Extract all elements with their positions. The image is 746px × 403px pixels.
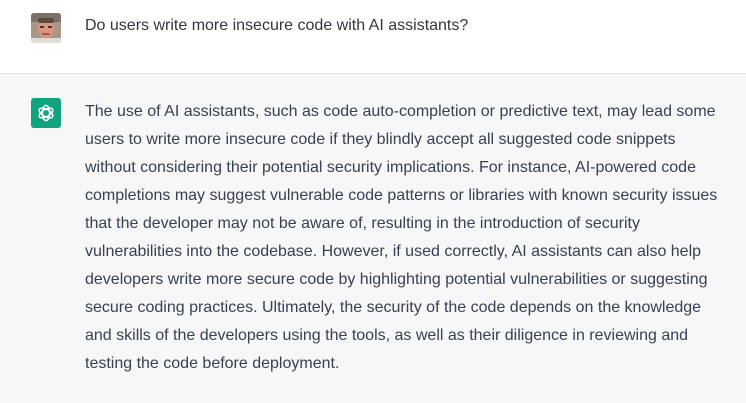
- assistant-text-line: without considering their potential security implications. For instance, AI-powered code: [85, 159, 696, 176]
- assistant-text-line: vulnerabilities into the codebase. However, if used correctly, AI assistants can also help: [85, 243, 702, 260]
- user-message-row: [0, 0, 746, 74]
- assistant-avatar: [31, 98, 61, 128]
- user-message-text: Do users write more insecure code with AI assistants?: [85, 17, 469, 34]
- assistant-message-row: [0, 74, 746, 403]
- assistant-message-text: [85, 98, 740, 378]
- assistant-text-line: The use of AI assistants, such as code auto-completion or predictive text, may lead some: [85, 103, 716, 120]
- assistant-text-line: completions may suggest vulnerable code patterns or libraries with known security issues: [85, 187, 718, 204]
- assistant-text-line: and skills of the developers using the tools, as well as their diligence in reviewing and: [85, 327, 689, 344]
- user-avatar: [31, 13, 61, 43]
- assistant-text-line: developers write more secure code by highlighting potential vulnerabilities or suggesting: [85, 271, 708, 288]
- assistant-text-line: testing the code before deployment.: [85, 355, 340, 372]
- openai-logo-icon: [36, 103, 56, 123]
- user-avatar-photo: [31, 13, 61, 43]
- assistant-text-line: that the developer may not be aware of, resulting in the introduction of security: [85, 215, 640, 232]
- assistant-text-line: users to write more insecure code if they blindly accept all suggested code snippets: [85, 131, 676, 148]
- assistant-text-line: secure coding practices. Ultimately, the security of the code depends on the knowledge: [85, 299, 702, 316]
